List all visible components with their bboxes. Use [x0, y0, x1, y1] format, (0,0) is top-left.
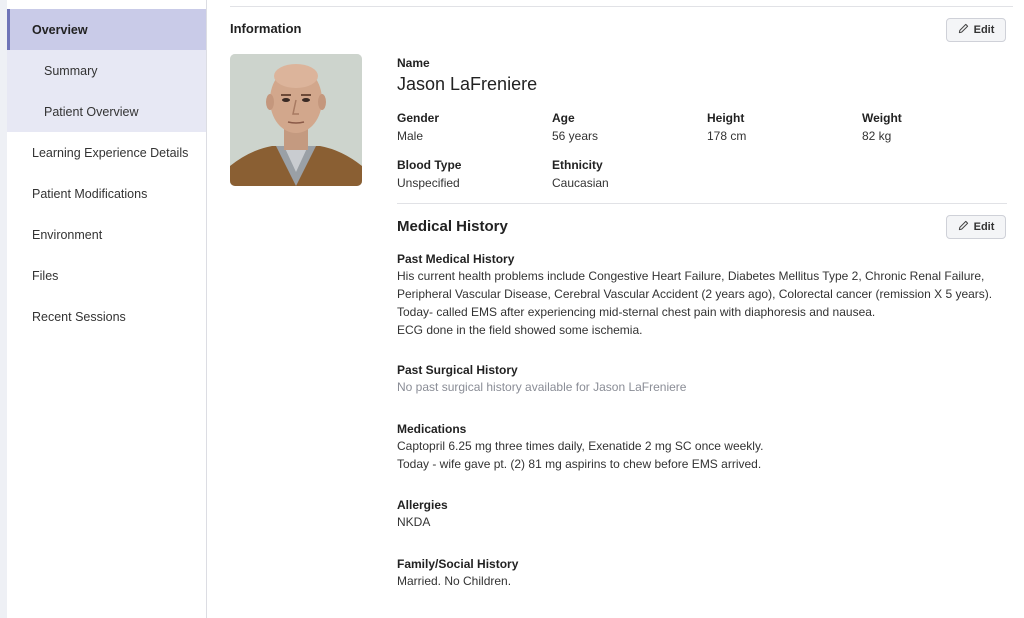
- past-medical-history-text: [397, 267, 1007, 339]
- medications-label: Medications: [397, 422, 467, 436]
- text-line: Today - wife gave pt. (2) 81 mg aspirins to chew before EMS arrived.: [397, 457, 762, 471]
- pencil-icon: [958, 23, 969, 37]
- past-surgical-history-label: Past Surgical History: [397, 363, 518, 377]
- weight-label: Weight: [862, 111, 902, 125]
- sidebar-item-learning-experience-details[interactable]: Learning Experience Details: [32, 145, 189, 160]
- sidebar-item-patient-overview[interactable]: Patient Overview: [44, 104, 139, 119]
- main-content: [207, 0, 1024, 618]
- text-line: ECG done in the field showed some ischemia.: [397, 323, 643, 337]
- patient-photo: [230, 54, 362, 186]
- text-line: His current health problems include Congestive Heart Failure, Diabetes Mellitus Type 2, Chronic Renal Failure,: [397, 269, 985, 283]
- divider: [230, 6, 1013, 7]
- edit-label: Edit: [973, 24, 995, 36]
- sidebar-edge: [0, 0, 7, 618]
- height-label: Height: [707, 111, 745, 125]
- edit-information-button[interactable]: [946, 18, 1006, 42]
- gender-label: Gender: [397, 111, 440, 125]
- pencil-icon: [958, 220, 969, 234]
- edit-medical-history-button[interactable]: [946, 215, 1006, 239]
- blood-type-label: Blood Type: [397, 158, 462, 172]
- sidebar-item-recent-sessions[interactable]: Recent Sessions: [32, 309, 126, 324]
- text-line: Today- called EMS after experiencing mid-sternal chest pain with diaphoresis and nausea.: [397, 305, 876, 319]
- ethnicity-value: Caucasian: [552, 176, 609, 190]
- sidebar-item-patient-modifications[interactable]: Patient Modifications: [32, 186, 148, 201]
- allergies-label: Allergies: [397, 498, 448, 512]
- sidebar-item-files[interactable]: Files: [32, 268, 59, 283]
- information-title: Information: [230, 21, 302, 36]
- family-social-history-text: Married. No Children.: [397, 574, 512, 588]
- gender-value: Male: [397, 129, 424, 143]
- medications-text: [397, 437, 1007, 473]
- sidebar-item-summary[interactable]: Summary: [44, 63, 98, 78]
- ethnicity-label: Ethnicity: [552, 158, 603, 172]
- divider: [397, 203, 1007, 204]
- blood-type-value: Unspecified: [397, 176, 460, 190]
- sidebar-item-overview[interactable]: Overview: [7, 9, 206, 50]
- text-line: Captopril 6.25 mg three times daily, Exenatide 2 mg SC once weekly.: [397, 439, 764, 453]
- height-value: 178 cm: [707, 129, 747, 143]
- weight-value: 82 kg: [862, 129, 892, 143]
- sidebar-item-environment[interactable]: Environment: [32, 227, 103, 242]
- past-medical-history-label: Past Medical History: [397, 252, 515, 266]
- edit-label: Edit: [973, 221, 995, 233]
- name-label: Name: [397, 56, 430, 70]
- past-surgical-history-text: No past surgical history available for Jason LaFreniere: [397, 380, 687, 394]
- age-label: Age: [552, 111, 575, 125]
- sidebar: [0, 0, 207, 618]
- text-line: Peripheral Vascular Disease, Cerebral Vascular Accident (2 years ago), Colorectal cancer (remission X 5 years).: [397, 287, 993, 301]
- allergies-text: NKDA: [397, 515, 431, 529]
- age-value: 56 years: [552, 129, 599, 143]
- medical-history-title: Medical History: [397, 218, 508, 235]
- family-social-history-label: Family/Social History: [397, 557, 519, 571]
- patient-name: Jason LaFreniere: [397, 74, 538, 94]
